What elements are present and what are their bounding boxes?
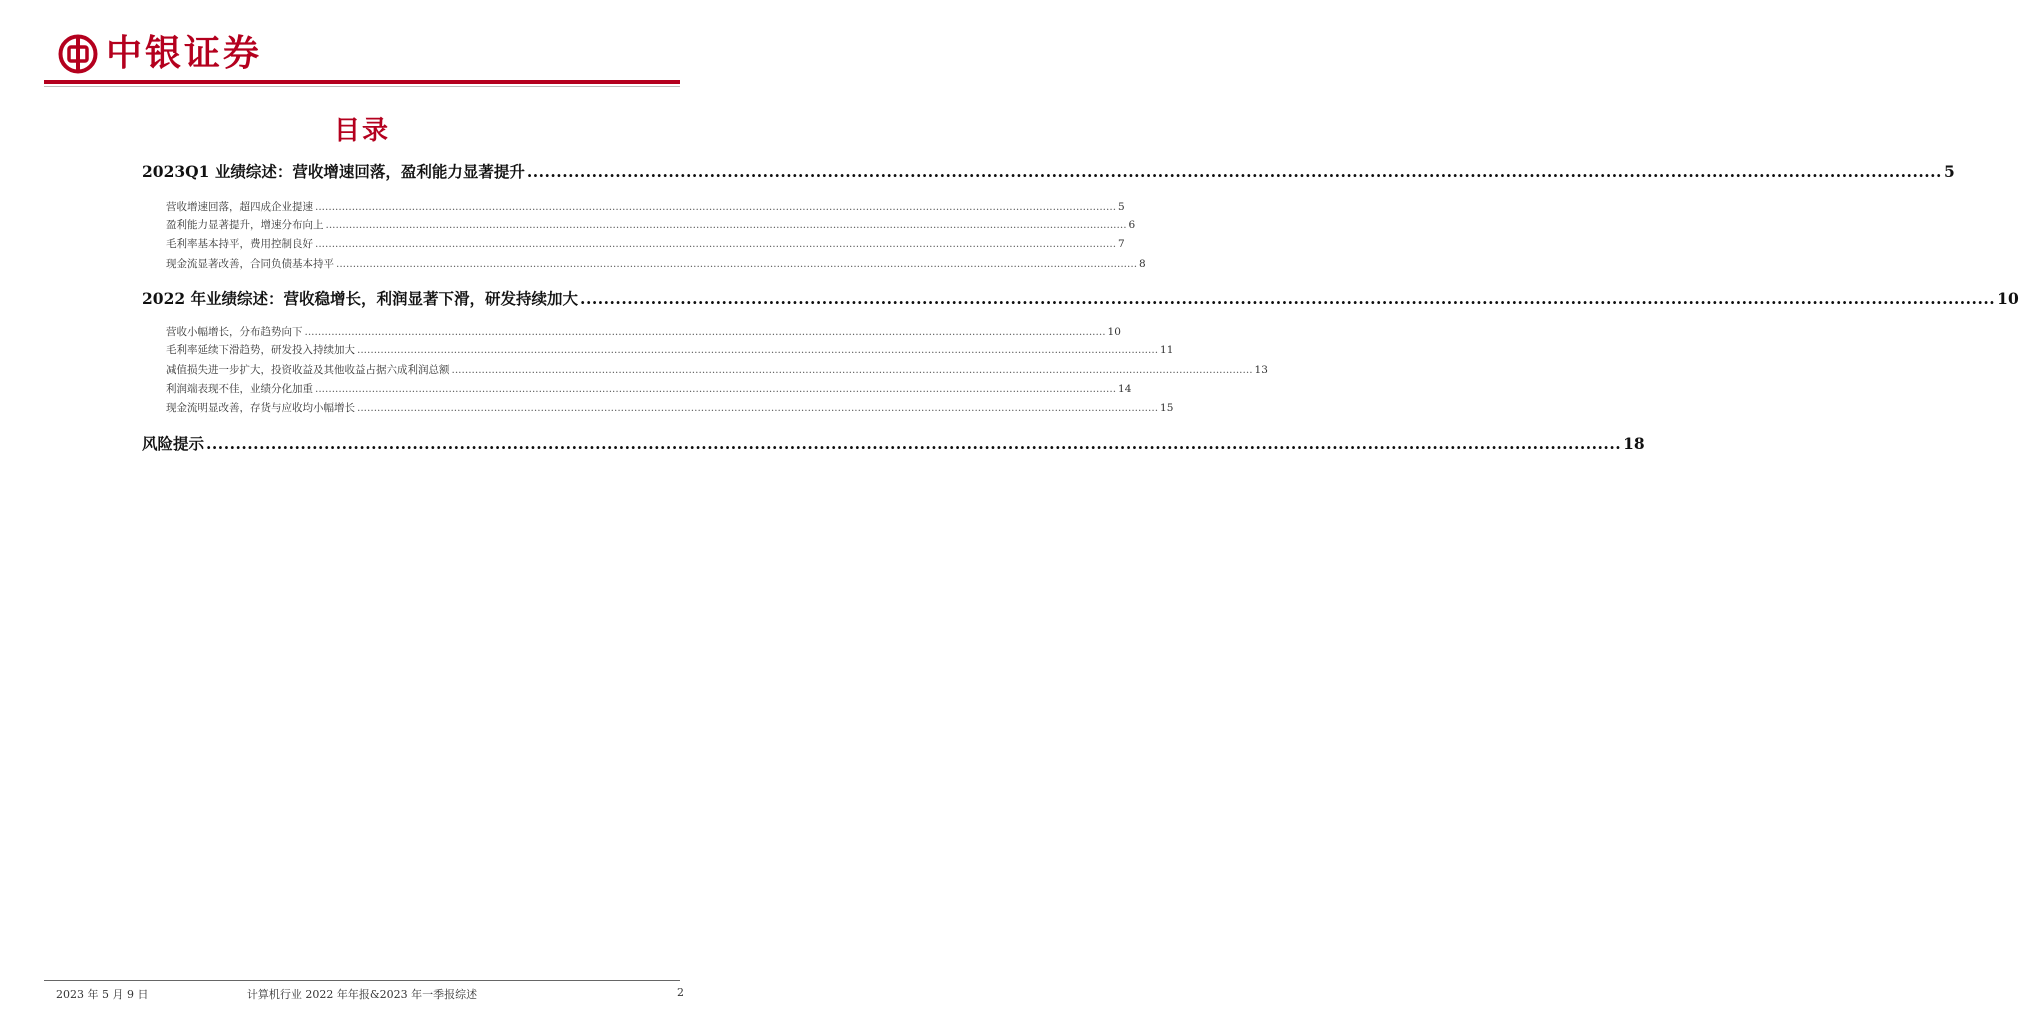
toc-entry-label: 盈利能力显著提升，增速分布向上	[166, 219, 324, 231]
toc-leader	[527, 162, 1942, 181]
toc-entry-label: 营收小幅增长，分布趋势向下	[166, 326, 303, 338]
toc-entry[interactable]	[142, 287, 2019, 309]
header-rule	[44, 80, 680, 84]
toc-entry-page: 14	[1118, 383, 1132, 395]
toc-leader	[452, 364, 1253, 376]
brand-name: 中银证券	[106, 33, 263, 74]
toc-title: 目录	[333, 116, 390, 146]
toc-leader	[580, 289, 1995, 308]
toc-entry-page: 15	[1160, 402, 1174, 414]
toc-entry[interactable]	[166, 381, 1132, 396]
toc-entry[interactable]	[166, 217, 1136, 232]
toc-leader	[315, 383, 1116, 395]
bank-of-china-logo-icon	[58, 34, 98, 74]
footer-date: 2023 年 5 月 9 日	[56, 988, 149, 1001]
toc-entry-page: 6	[1128, 219, 1136, 231]
toc-entry-page: 11	[1160, 344, 1174, 356]
toc-entry-label: 2023Q1 业绩综述：营收增速回落，盈利能力显著提升	[142, 162, 525, 181]
toc-entry-page: 18	[1623, 434, 1645, 453]
toc-entry[interactable]	[166, 256, 1146, 271]
toc-entry[interactable]	[166, 236, 1125, 251]
toc-leader	[336, 258, 1137, 270]
toc-entry[interactable]	[166, 400, 1174, 415]
toc-entry-page: 13	[1254, 364, 1268, 376]
toc-entry[interactable]	[142, 432, 1645, 454]
toc-entry-page: 8	[1139, 258, 1146, 270]
toc-entry[interactable]	[166, 199, 1125, 214]
header-subrule	[44, 86, 680, 87]
toc-entry-label: 营收增速回落，超四成企业提速	[166, 201, 313, 213]
toc-entry-label: 毛利率延续下滑趋势，研发投入持续加大	[166, 344, 355, 356]
toc-entry[interactable]	[166, 342, 1174, 357]
toc-entry-label: 风险提示	[142, 434, 205, 453]
toc-leader	[326, 219, 1127, 231]
toc-leader	[315, 238, 1116, 250]
toc-entry-page: 5	[1118, 201, 1125, 213]
footer-rule	[44, 980, 680, 981]
toc-entry-label: 现金流明显改善，存货与应收均小幅增长	[166, 402, 355, 414]
toc-entry-page: 10	[1107, 326, 1121, 338]
toc-entry-label: 减值损失进一步扩大，投资收益及其他收益占据六成利润总额	[166, 364, 450, 376]
toc-entry[interactable]	[166, 362, 1268, 377]
footer-title: 计算机行业 2022 年年报&2023 年一季报综述	[246, 988, 478, 1001]
toc-entry-label: 毛利率基本持平，费用控制良好	[166, 238, 313, 250]
toc-leader	[206, 434, 1621, 453]
toc-leader	[305, 326, 1106, 338]
toc-entry-label: 利润端表现不佳，业绩分化加重	[166, 383, 313, 395]
toc-leader	[357, 402, 1158, 414]
toc-entry-label: 现金流显著改善，合同负债基本持平	[166, 258, 334, 270]
toc-leader	[315, 201, 1116, 213]
footer-page-number: 2	[677, 986, 684, 999]
toc-entry[interactable]	[142, 160, 1955, 182]
toc-entry-page: 7	[1118, 238, 1125, 250]
toc-entry-label: 2022 年业绩综述：营收稳增长，利润显著下滑，研发持续加大	[142, 289, 579, 308]
toc-entry[interactable]	[166, 324, 1121, 339]
toc-leader	[357, 344, 1158, 356]
toc-entry-page: 5	[1943, 162, 1955, 181]
toc-entry-page: 10	[1997, 289, 2019, 308]
page-header	[44, 26, 684, 84]
